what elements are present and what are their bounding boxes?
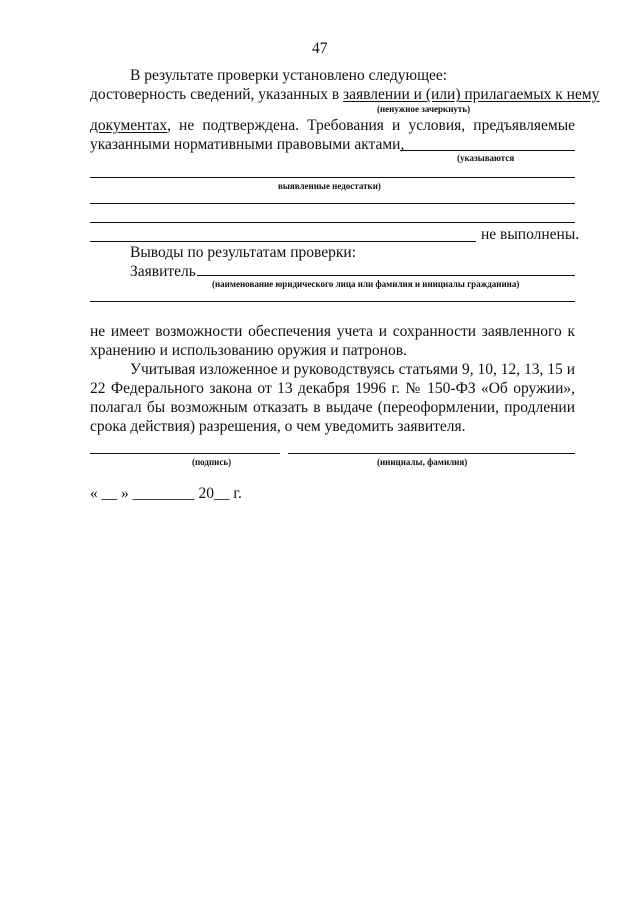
reliability-line bbox=[90, 86, 599, 104]
paragraph1-line1: не имеет возможности обеспечения учета и сохранности заявленного к bbox=[90, 323, 575, 340]
blank-line-4 bbox=[90, 241, 476, 242]
name-line bbox=[288, 453, 575, 454]
paragraph2-line2: 22 Федерального закона от 13 декабря 1996 г. № 150-ФЗ «Об оружии», bbox=[90, 380, 575, 397]
documents-rest: , не подтверждена. Требования и условия, предъявляемые bbox=[167, 117, 575, 134]
intro-line: В результате проверки установлено следующее: bbox=[130, 67, 448, 84]
applicant-blank-line-2 bbox=[90, 301, 575, 302]
name-hint: (инициалы, фамилия) bbox=[377, 457, 468, 467]
date-close-quote: » bbox=[121, 485, 129, 502]
paragraph1-line2: хранению и использованию оружия и патронов. bbox=[90, 342, 407, 359]
date-year-prefix: 20 bbox=[198, 485, 214, 502]
applicant-label: Заявитель bbox=[130, 263, 196, 280]
specify-hint: (указываются bbox=[457, 153, 515, 163]
signature-line bbox=[90, 453, 280, 454]
page-number: 47 bbox=[312, 40, 328, 57]
documents-line bbox=[90, 117, 575, 135]
strike-hint: (ненужное зачеркнуть) bbox=[377, 104, 471, 114]
paragraph2-line3: полагал бы возможным отказать в выдаче (переоформлении, продлении bbox=[90, 399, 575, 416]
not-fulfilled-text: не выполнены. bbox=[481, 226, 580, 243]
date-year-suffix: г. bbox=[233, 485, 242, 502]
documents-underlined: документах bbox=[90, 117, 168, 134]
applicant-blank-line bbox=[197, 275, 575, 276]
blank-line-2 bbox=[90, 203, 575, 204]
applicant-hint: (наименование юридического лица или фамилия и инициалы гражданина) bbox=[212, 279, 520, 289]
acts-blank-line bbox=[400, 150, 575, 151]
date-open-quote: « bbox=[90, 485, 98, 502]
paragraph2-line1: Учитывая изложенное и руководствуясь статьями 9, 10, 12, 13, 15 и bbox=[130, 361, 575, 378]
defects-hint: выявленные недостатки) bbox=[278, 181, 381, 191]
date-month-blank: ________ bbox=[132, 485, 195, 502]
date-year-blank: __ bbox=[214, 485, 230, 502]
blank-line-1 bbox=[90, 177, 575, 178]
signature-hint: (подпись) bbox=[192, 457, 232, 467]
reliability-underlined: заявлении и (или) прилагаемых к нему bbox=[343, 86, 600, 103]
conclusions-heading: Выводы по результатам проверки: bbox=[130, 244, 357, 261]
acts-line: указанными нормативными правовыми актами, bbox=[90, 136, 405, 153]
date-day-blank: __ bbox=[101, 485, 118, 502]
paragraph2-line4: срока действия) разрешения, о чем уведомить заявителя. bbox=[90, 418, 466, 435]
date-line bbox=[90, 485, 242, 503]
reliability-prefix: достоверность сведений, указанных в bbox=[90, 86, 340, 103]
blank-line-3 bbox=[90, 222, 575, 223]
